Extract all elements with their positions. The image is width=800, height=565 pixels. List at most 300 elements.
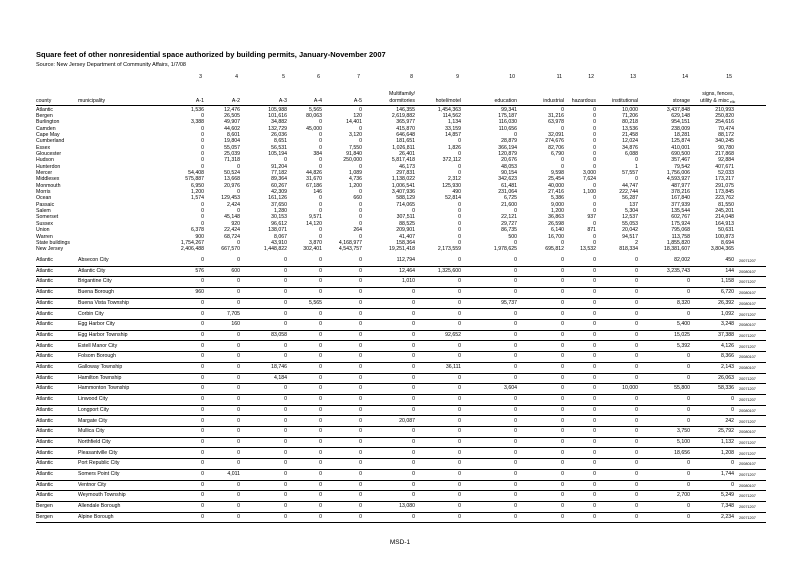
row-rule [36, 447, 766, 448]
page-footer: MSD-1 [389, 539, 411, 546]
table-cell: 0 [635, 310, 638, 317]
table-cell: 0 [201, 331, 204, 338]
table-cell: 60,267 [271, 182, 287, 189]
table-cell: 0 [593, 396, 596, 403]
table-cell: 0 [319, 310, 322, 317]
table-cell: 0 [593, 220, 596, 227]
table-cell: 0 [458, 214, 461, 221]
table-cell: 3,870 [309, 239, 322, 246]
table-cell: 8,366 [721, 353, 734, 360]
table-cell: 0 [201, 353, 204, 360]
table-cell: 0 [593, 233, 596, 240]
table-cell: 13,536 [622, 125, 638, 132]
table-cell: 0 [593, 195, 596, 202]
county-name: Atlantic [36, 385, 54, 392]
table-cell: 44,826 [306, 170, 322, 176]
table-cell: 0 [359, 353, 362, 360]
table-cell: 0 [687, 374, 690, 381]
table-cell: 18,656 [674, 449, 690, 456]
county-name: Hunterdon [36, 163, 61, 170]
row-rule [36, 501, 766, 502]
table-cell: 4,011 [227, 471, 240, 477]
table-cell: 0 [561, 481, 564, 488]
table-cell: 0 [458, 417, 461, 424]
table-cell: 0 [514, 353, 517, 360]
row-rule [36, 512, 766, 513]
table-cell: 920 [231, 220, 240, 227]
table-cell: 357,467 [671, 157, 690, 164]
table-cell: 12,464 [399, 267, 415, 274]
table-cell: 0 [458, 233, 461, 240]
table-cell: 6,378 [191, 227, 204, 234]
report-date: 20080107 [739, 430, 756, 435]
table-cell: 14,401 [346, 119, 362, 126]
table-cell: 79,542 [674, 163, 690, 170]
county-name: Atlantic [36, 331, 54, 338]
table-cell: 407,671 [715, 163, 734, 170]
county-name: Somerset [36, 214, 59, 221]
report-date: 20071207 [739, 387, 756, 392]
table-cell: 1,089 [349, 170, 362, 176]
county-name: Atlantic [36, 278, 54, 285]
table-cell: 1,536 [191, 106, 204, 113]
table-cell: 26,063 [718, 374, 734, 381]
table-cell: 0 [359, 374, 362, 381]
table-cell: 378,216 [671, 189, 690, 196]
table-cell: 0 [593, 289, 596, 296]
table-cell: 0 [359, 138, 362, 145]
table-cell: 0 [561, 278, 564, 285]
table-cell: 26,036 [271, 131, 287, 138]
municipality-name: Weymouth Township [78, 492, 126, 499]
county-name: Monmouth [36, 182, 61, 189]
table-cell: 20,042 [622, 227, 638, 234]
county-name: Atlantic [36, 374, 54, 381]
table-cell: 3,248 [721, 321, 734, 328]
table-cell: 9,571 [309, 214, 322, 221]
table-cell: 0 [593, 106, 596, 113]
table-cell: 0 [593, 353, 596, 360]
table-cell: 13,668 [224, 176, 240, 183]
county-name: Atlantic [36, 428, 54, 435]
table-cell: 0 [359, 438, 362, 445]
table-cell: 0 [284, 460, 287, 467]
table-cell: 0 [319, 119, 322, 126]
table-cell: 0 [201, 364, 204, 370]
table-cell: 0 [514, 257, 517, 263]
table-cell: 0 [359, 503, 362, 510]
table-cell: 146,355 [396, 106, 415, 113]
column-number: 12 [588, 74, 594, 80]
table-cell: 0 [284, 492, 287, 499]
report-date: 20071207 [739, 494, 756, 499]
table-cell: 0 [284, 278, 287, 285]
table-cell: 238,009 [671, 125, 690, 132]
table-cell: 125,874 [671, 138, 690, 145]
county-name: Atlantic [36, 417, 54, 424]
county-name: Essex [36, 144, 51, 151]
table-cell: 1,200 [551, 208, 564, 215]
table-cell: 0 [319, 481, 322, 488]
table-cell: 94,517 [622, 233, 638, 240]
table-cell: 0 [593, 208, 596, 215]
table-cell: 0 [561, 438, 564, 445]
table-cell: 0 [593, 364, 596, 370]
table-cell: 49,907 [224, 119, 240, 126]
table-cell: 0 [635, 321, 638, 328]
table-cell: 0 [201, 257, 204, 263]
table-cell: 1,200 [191, 189, 204, 196]
table-cell: 0 [237, 299, 240, 306]
table-cell: 0 [593, 321, 596, 328]
table-cell: 660 [353, 195, 362, 202]
table-cell: 81,550 [718, 201, 734, 208]
row-rule [36, 340, 766, 341]
table-cell: 0 [319, 131, 322, 138]
table-cell: 0 [412, 438, 415, 445]
table-cell: 0 [593, 460, 596, 467]
table-cell: 0 [687, 396, 690, 403]
row-rule [36, 362, 766, 363]
table-cell: 0 [593, 503, 596, 510]
table-cell: 26,392 [718, 299, 734, 306]
table-cell: 10,000 [622, 385, 638, 392]
table-cell: 0 [514, 417, 517, 424]
table-cell: 0 [561, 513, 564, 520]
table-cell: 0 [284, 438, 287, 445]
table-cell: 0 [458, 396, 461, 403]
table-cell: 366,194 [498, 144, 517, 151]
table-cell: 0 [359, 163, 362, 170]
county-name: Cumberland [36, 138, 65, 145]
row-rule [36, 437, 766, 438]
table-cell: 0 [201, 144, 204, 151]
table-cell: 120 [353, 112, 362, 119]
report-date: 20071207 [739, 505, 756, 510]
county-name: Camden [36, 125, 56, 132]
table-cell: 0 [359, 449, 362, 456]
county-name: Atlantic [36, 406, 54, 413]
table-cell: 245,201 [715, 208, 734, 215]
table-cell: 0 [359, 481, 362, 488]
row-rule [36, 298, 766, 299]
county-name: Atlantic [36, 106, 54, 113]
table-cell: 0 [201, 481, 204, 488]
table-cell: 0 [359, 321, 362, 328]
table-cell: 48,053 [501, 163, 517, 170]
table-cell: 0 [561, 163, 564, 170]
table-cell: 68,724 [224, 233, 240, 240]
table-cell: 5,565 [309, 106, 322, 113]
table-cell: 0 [359, 189, 362, 196]
table-cell: 0 [635, 299, 638, 306]
table-cell: 7,705 [227, 310, 240, 317]
table-cell: 0 [635, 503, 638, 510]
table-cell: 1,134 [448, 119, 461, 126]
table-cell: 88,525 [399, 220, 415, 227]
table-cell: 0 [284, 267, 287, 274]
table-cell: 0 [412, 374, 415, 381]
table-cell: 0 [237, 492, 240, 499]
table-cell: 0 [201, 471, 204, 477]
column-number: 8 [410, 74, 413, 80]
table-cell: 600 [231, 267, 240, 274]
table-cell: 41,407 [399, 233, 415, 240]
county-name: State buildings [36, 239, 71, 246]
table-cell: 0 [412, 331, 415, 338]
table-cell: 0 [319, 374, 322, 381]
county-name: Atlantic [36, 471, 54, 477]
table-cell: 0 [731, 460, 734, 467]
table-cell: 0 [635, 157, 638, 164]
table-cell: 31,216 [548, 112, 564, 119]
table-cell: 0 [635, 267, 638, 274]
table-cell: 588,129 [396, 195, 415, 202]
table-cell: 0 [201, 131, 204, 138]
column-header: dormitories [389, 98, 415, 104]
table-cell: 89,364 [271, 176, 287, 183]
table-cell: 0 [284, 513, 287, 520]
table-cell: 0 [359, 278, 362, 285]
table-cell: 0 [635, 342, 638, 349]
table-cell: 0 [561, 428, 564, 435]
county-name: Salem [36, 208, 51, 215]
table-cell: 0 [237, 257, 240, 263]
table-cell: 576 [195, 267, 204, 274]
table-cell: 0 [687, 417, 690, 424]
table-cell: 0 [458, 353, 461, 360]
table-cell: 90,780 [718, 144, 734, 151]
table-cell: 92,652 [445, 331, 461, 338]
table-cell: 0 [237, 353, 240, 360]
table-cell: 0 [593, 492, 596, 499]
table-cell: 0 [561, 257, 564, 263]
table-cell: 0 [593, 157, 596, 164]
table-cell: 1,754,267 [180, 239, 204, 246]
row-rule [36, 373, 766, 374]
municipality-name: Brigantine City [78, 278, 112, 285]
table-cell: 0 [635, 492, 638, 499]
county-name: Atlantic [36, 364, 54, 370]
table-cell: 25,454 [548, 176, 564, 183]
table-cell: 27,416 [548, 189, 564, 196]
table-cell: 0 [514, 342, 517, 349]
table-cell: 1,092 [721, 310, 734, 317]
table-cell: 0 [201, 374, 204, 381]
table-cell: 158,364 [396, 239, 415, 246]
table-cell: 0 [593, 257, 596, 263]
table-cell: 20,676 [501, 157, 517, 164]
header-suffix: ellc [730, 100, 736, 104]
report-date: 20071207 [739, 515, 756, 520]
table-cell: 5,565 [309, 299, 322, 306]
table-cell: 0 [201, 214, 204, 221]
table-cell: 0 [201, 201, 204, 208]
row-rule [36, 266, 766, 267]
table-cell: 0 [561, 289, 564, 296]
table-cell: 5,386 [551, 195, 564, 202]
table-cell: 70,474 [718, 125, 734, 132]
table-cell: 0 [593, 119, 596, 126]
municipality-name: Estell Manor City [78, 342, 118, 349]
table-cell: 0 [412, 321, 415, 328]
column-header: A-4 [313, 98, 322, 104]
table-cell: 0 [514, 364, 517, 370]
table-cell: 0 [593, 417, 596, 424]
table-cell: 22,424 [224, 227, 240, 234]
table-cell: 0 [593, 331, 596, 338]
table-cell: 0 [319, 503, 322, 510]
table-cell: 14,857 [445, 131, 461, 138]
table-cell: 19,251,418 [389, 246, 415, 253]
table-cell: 50,524 [224, 170, 240, 176]
table-cell: 0 [514, 321, 517, 328]
table-cell: 1,756,006 [666, 170, 690, 176]
table-cell: 44,602 [224, 125, 240, 132]
table-cell: 0 [201, 208, 204, 215]
table-cell: 12,537 [622, 214, 638, 221]
table-cell: 0 [201, 417, 204, 424]
table-cell: 0 [319, 428, 322, 435]
municipality-name: Longport City [78, 406, 109, 413]
table-cell: 0 [201, 321, 204, 328]
table-cell: 0 [687, 481, 690, 488]
table-cell: 6,088 [625, 150, 638, 157]
column-number: 10 [509, 74, 515, 80]
municipality-name: Egg Harbor Township [78, 331, 128, 338]
municipality-name: Galloway Township [78, 364, 123, 370]
municipality-name: Corbin City [78, 310, 104, 317]
table-cell: 0 [284, 503, 287, 510]
table-cell: 377,939 [671, 201, 690, 208]
table-cell: 795,068 [671, 227, 690, 234]
table-cell: 0 [359, 364, 362, 370]
table-cell: 0 [561, 471, 564, 477]
table-cell: 13,080 [399, 503, 415, 510]
report-date: 20071207 [739, 398, 756, 403]
table-cell: 0 [561, 364, 564, 370]
table-cell: 160 [231, 321, 240, 328]
table-cell: 0 [561, 353, 564, 360]
table-cell: 0 [319, 513, 322, 520]
column-header: storage [672, 98, 690, 104]
table-cell: 0 [319, 201, 322, 208]
table-cell: 0 [593, 112, 596, 119]
row-rule [36, 319, 766, 320]
table-cell: 0 [237, 289, 240, 296]
table-cell: 22,121 [501, 214, 517, 221]
table-cell: 175,924 [671, 220, 690, 227]
table-cell: 0 [319, 353, 322, 360]
table-cell: 0 [359, 342, 362, 349]
table-cell: 4,543,757 [338, 246, 362, 253]
table-cell: 0 [412, 492, 415, 499]
report-date: 20080107 [739, 323, 756, 328]
column-number: 5 [282, 74, 285, 80]
table-cell: 3,388 [191, 119, 204, 126]
report-date: 20071207 [739, 440, 756, 445]
table-cell: 0 [514, 239, 517, 246]
table-cell: 340,245 [715, 138, 734, 145]
table-cell: 0 [635, 438, 638, 445]
row-rule [36, 469, 766, 470]
table-cell: 7,550 [349, 144, 362, 151]
county-name: Union [36, 227, 50, 234]
row-rule [36, 458, 766, 459]
table-cell: 0 [593, 385, 596, 392]
table-cell: 0 [412, 208, 415, 215]
table-cell: 0 [201, 396, 204, 403]
table-cell: 0 [319, 492, 322, 499]
table-cell: 0 [319, 396, 322, 403]
table-cell: 0 [319, 257, 322, 263]
table-cell: 175,187 [498, 112, 517, 119]
table-cell: 18,381,607 [664, 246, 690, 253]
table-cell: 0 [319, 331, 322, 338]
table-cell: 384 [313, 150, 322, 157]
municipality-name: Allendale Borough [78, 503, 121, 510]
county-name: Atlantic [36, 299, 54, 306]
table-cell: 0 [201, 125, 204, 132]
table-cell: 0 [412, 396, 415, 403]
table-cell: 45,000 [306, 125, 322, 132]
table-cell: 0 [237, 406, 240, 413]
table-cell: 0 [458, 460, 461, 467]
table-cell: 0 [561, 310, 564, 317]
table-cell: 0 [359, 299, 362, 306]
column-header: signs, fences, [702, 91, 734, 97]
table-cell: 0 [359, 220, 362, 227]
table-cell: 0 [237, 396, 240, 403]
table-cell: 50,631 [718, 227, 734, 234]
table-cell: 2,406,488 [180, 246, 204, 253]
report-date: 20071207 [739, 280, 756, 285]
row-rule [36, 330, 766, 331]
table-cell: 0 [687, 278, 690, 285]
county-name: Sussex [36, 220, 54, 227]
table-cell: 0 [514, 492, 517, 499]
table-cell: 0 [237, 239, 240, 246]
table-cell: 0 [201, 460, 204, 467]
table-cell: 13,532 [580, 246, 596, 253]
county-name: Atlantic [36, 257, 54, 263]
table-cell: 0 [359, 257, 362, 263]
table-cell: 88,172 [718, 131, 734, 138]
column-header: Multifamily/ [389, 91, 415, 97]
table-cell: 67,186 [306, 182, 322, 189]
table-cell: 250,000 [343, 157, 362, 164]
table-cell: 25,039 [224, 150, 240, 157]
table-cell: 71,318 [224, 157, 240, 164]
table-cell: 0 [635, 176, 638, 183]
table-cell: 3,235,743 [666, 267, 690, 274]
table-cell: 0 [412, 428, 415, 435]
table-cell: 4,593,927 [666, 176, 690, 183]
report-date: 20080107 [739, 483, 756, 488]
table-cell: 0 [284, 471, 287, 477]
county-name: Bergen [36, 503, 53, 510]
table-cell: 0 [359, 331, 362, 338]
table-cell: 0 [635, 471, 638, 477]
table-cell: 490 [452, 189, 461, 196]
report-date: 20071207 [739, 451, 756, 456]
column-number: 14 [682, 74, 688, 80]
table-cell: 0 [201, 150, 204, 157]
report-date: 20071207 [739, 344, 756, 349]
table-cell: 410,001 [671, 144, 690, 151]
table-cell: 0 [319, 449, 322, 456]
table-cell: 0 [201, 299, 204, 306]
